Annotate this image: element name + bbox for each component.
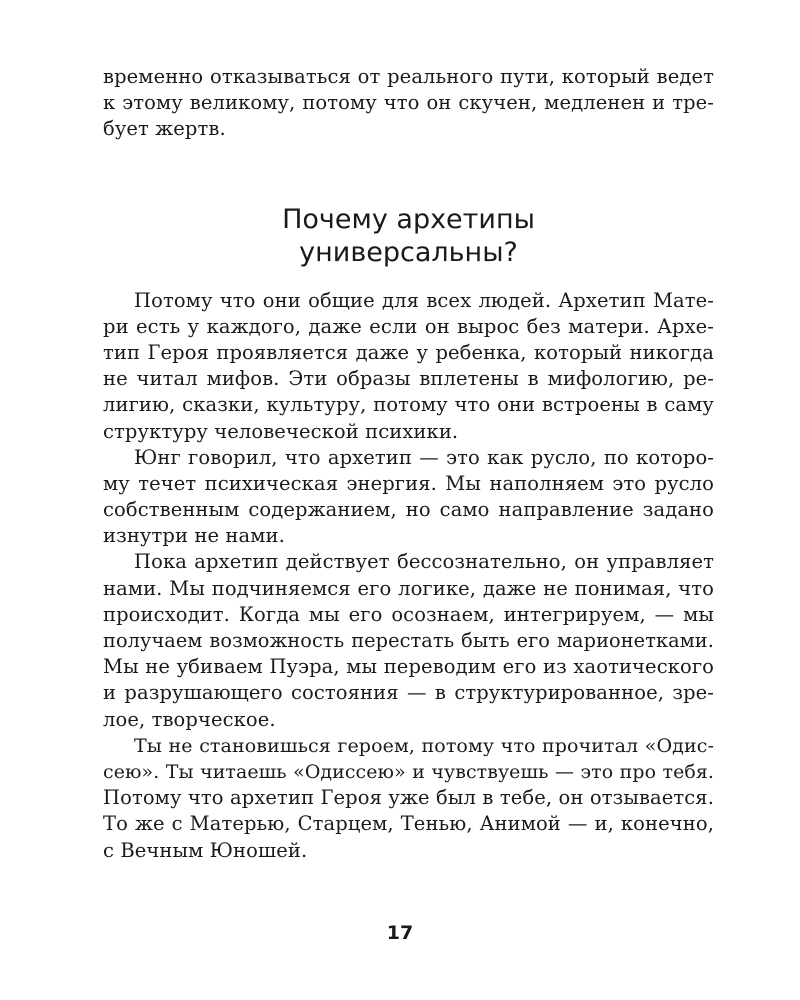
text-line: не читал мифов. Эти образы вплетены в мифологию, ре- [103, 367, 714, 391]
intro-paragraph [103, 64, 714, 143]
text-line: бует жертв. [103, 117, 226, 141]
text-line: ри есть у каждого, даже если он вырос без матери. Архе- [103, 314, 714, 338]
text-line: собственным содержанием, но само направление задано [103, 498, 714, 522]
text-line: лигию, сказки, культуру, потому что они встроены в саму [103, 393, 714, 417]
text-line: Ты не становишься героем, потому что прочитал «Одис- [134, 734, 714, 757]
text-line: нами. Мы подчиняемся его логике, даже не понимая, что [103, 576, 714, 600]
text-line: временно отказываться от реального пути, который ведет [103, 65, 714, 88]
paragraph-2 [103, 445, 714, 550]
text-line: структуру человеческой психики. [103, 419, 459, 443]
paragraph-4 [103, 733, 714, 864]
text-line: получаем возможность перестать быть его марионетками. [103, 629, 714, 652]
section-heading [103, 203, 714, 269]
text-line: Потому что они общие для всех людей. Архетип Мате- [134, 288, 714, 312]
heading-line: Почему архетипы [282, 203, 535, 235]
text-line: му течет психическая энергия. Мы наполняем это русло [103, 471, 714, 495]
text-line: Юнг говорил, что архетип — это как русло, по которо- [134, 445, 714, 469]
text-line: происходит. Когда мы его осознаем, интегрируем, — мы [103, 602, 714, 626]
paragraph-1 [103, 288, 714, 445]
text-line: Пока архетип действует бессознательно, он управляет [134, 550, 714, 574]
text-line: к этому великому, потому что он скучен, медленен и тре- [103, 91, 714, 115]
text-line: с Вечным Юношей. [103, 838, 308, 862]
heading-line: универсальны? [299, 236, 518, 268]
page-body [103, 64, 714, 864]
page-number: 17 [386, 922, 414, 944]
text-line: Потому что архетип Героя уже был в тебе, он отзывается. [103, 786, 714, 810]
text-line: сею». Ты читаешь «Одиссею» и чувствуешь — это про тебя. [103, 760, 714, 783]
paragraph-3 [103, 549, 714, 732]
text-line: изнутри не нами. [103, 524, 285, 548]
text-line: тип Героя проявляется даже у ребенка, который никогда [103, 340, 714, 364]
text-line: Мы не убиваем Пуэра, мы переводим его из хаотического [103, 655, 714, 679]
text-line: То же с Матерью, Старцем, Тенью, Анимой — и, конечно, [103, 812, 714, 836]
text-line: лое, творческое. [103, 707, 276, 731]
text-line: и разрушающего состояния — в структурированное, зре- [103, 681, 714, 705]
